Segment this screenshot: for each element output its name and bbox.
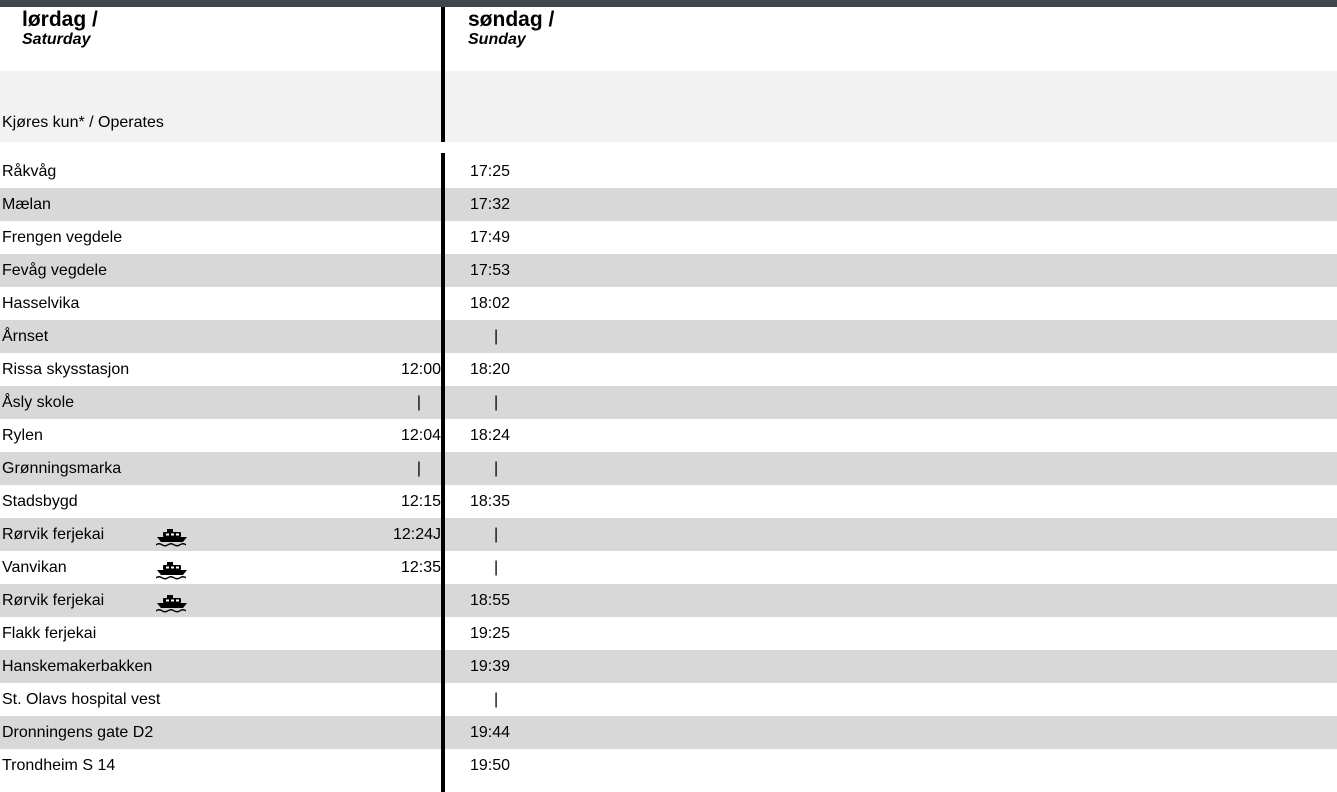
sunday-heading — [468, 9, 554, 48]
operates-band — [0, 71, 1337, 142]
sunday-time: 17:53 — [470, 262, 511, 279]
table-row — [0, 287, 1337, 320]
stop-name: Mælan — [2, 196, 51, 213]
saturday-time: 12:00 — [400, 361, 441, 378]
table-row — [0, 452, 1337, 485]
stop-name: Rørvik ferjekai — [2, 526, 105, 543]
sunday-time: 19:50 — [470, 757, 511, 774]
timetable-rows — [0, 155, 1337, 782]
stop-name: Fevåg vegdele — [2, 262, 107, 279]
sunday-time: 19:25 — [470, 625, 511, 642]
table-row — [0, 584, 1337, 617]
ferry-icon — [155, 559, 189, 577]
sunday-time: 19:39 — [470, 658, 511, 675]
table-row — [0, 221, 1337, 254]
saturday-label-no: lørdag / — [22, 8, 98, 31]
stop-name: Stadsbygd — [2, 493, 78, 510]
sunday-time: 18:02 — [470, 295, 511, 312]
saturday-heading — [22, 9, 98, 48]
stop-name: Rylen — [2, 427, 43, 444]
sunday-time: 19:44 — [470, 724, 511, 741]
table-row — [0, 419, 1337, 452]
sunday-time: | — [494, 526, 499, 543]
sunday-time: 17:32 — [470, 196, 511, 213]
sunday-time: 18:35 — [470, 493, 511, 510]
stop-name: Rissa skysstasjon — [2, 361, 130, 378]
stop-name: Dronningens gate D2 — [2, 724, 154, 741]
ferry-icon — [155, 526, 189, 544]
sunday-label-no: søndag / — [468, 8, 555, 31]
table-row — [0, 254, 1337, 287]
saturday-time: | — [416, 394, 421, 411]
sunday-time: 18:24 — [470, 427, 511, 444]
sunday-time: 18:20 — [470, 361, 511, 378]
sunday-time: | — [494, 460, 499, 477]
table-row — [0, 518, 1337, 551]
column-divider-top — [441, 7, 445, 142]
saturday-time: 12:35 — [400, 559, 441, 576]
table-row — [0, 353, 1337, 386]
sunday-time: | — [494, 691, 499, 708]
table-row — [0, 683, 1337, 716]
table-row — [0, 485, 1337, 518]
stop-name: Åsly skole — [2, 394, 75, 411]
top-bar — [0, 0, 1337, 7]
stop-name: Flakk ferjekai — [2, 625, 97, 642]
sunday-time: | — [494, 559, 499, 576]
stop-name: Vanvikan — [2, 559, 67, 576]
saturday-time: 12:24J — [392, 526, 441, 543]
operates-label: Kjøres kun* / Operates — [2, 114, 164, 131]
saturday-time: | — [416, 460, 421, 477]
table-row — [0, 749, 1337, 782]
sunday-time: 17:25 — [470, 163, 511, 180]
table-row — [0, 551, 1337, 584]
table-row — [0, 320, 1337, 353]
stop-name: Hanskemakerbakken — [2, 658, 153, 675]
stop-name: Trondheim S 14 — [2, 757, 116, 774]
stop-name: Frengen vegdele — [2, 229, 123, 246]
saturday-time: 12:15 — [400, 493, 441, 510]
ferry-icon — [155, 592, 189, 610]
table-row — [0, 716, 1337, 749]
saturday-time: 12:04 — [400, 427, 441, 444]
sunday-time: 18:55 — [470, 592, 511, 609]
sunday-time: | — [494, 394, 499, 411]
saturday-label-en: Saturday — [22, 31, 91, 48]
table-row — [0, 188, 1337, 221]
stop-name: Råkvåg — [2, 163, 57, 180]
table-row — [0, 386, 1337, 419]
stop-name: Årnset — [2, 328, 49, 345]
column-divider — [441, 153, 445, 792]
stop-name: Rørvik ferjekai — [2, 592, 105, 609]
sunday-time: 17:49 — [470, 229, 511, 246]
table-row — [0, 155, 1337, 188]
stop-name: St. Olavs hospital vest — [2, 691, 161, 708]
sunday-label-en: Sunday — [468, 31, 526, 48]
table-row — [0, 650, 1337, 683]
sunday-time: | — [494, 328, 499, 345]
table-row — [0, 617, 1337, 650]
stop-name: Grønningsmarka — [2, 460, 122, 477]
stop-name: Hasselvika — [2, 295, 80, 312]
timetable-header — [0, 7, 1337, 71]
